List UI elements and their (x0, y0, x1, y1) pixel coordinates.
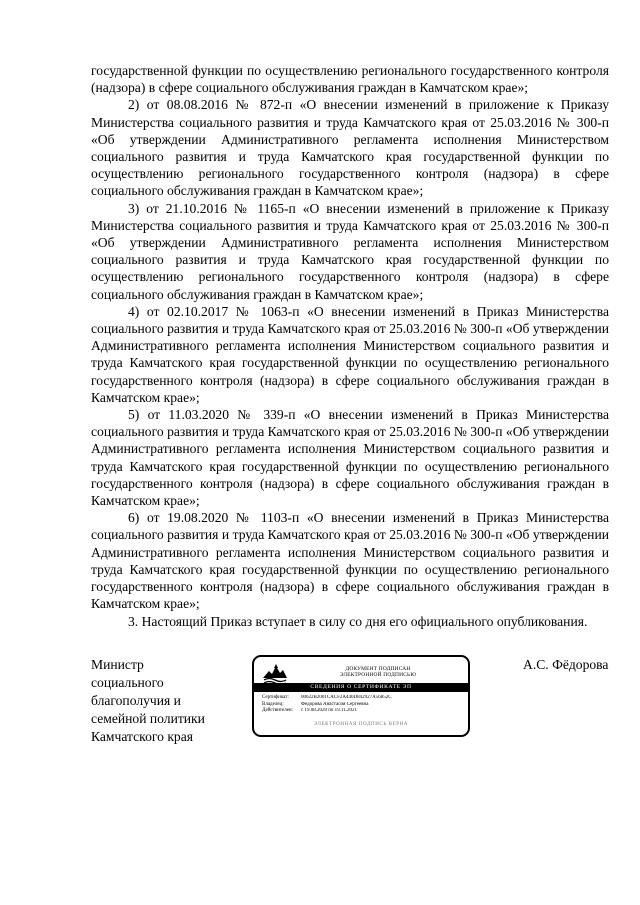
stamp-row-label: Сертификат: (262, 695, 289, 700)
signer-position (91, 656, 251, 746)
signer-position-line: Министр (91, 657, 144, 672)
stamp-title-line: ЭЛЕКТРОННОЙ ПОДПИСЬЮ (339, 672, 417, 679)
signer-position-line: благополучия и (91, 693, 181, 708)
paragraph-item-6: 6) от 19.08.2020 № 1103-п «О внесении изменений в Приказ Министерства социального развития и труда Камчатского края от 25.03.2016 № 300-п «Об утверждении Административного регламента исполнения Министерством социального развития и труда Камчатского края государственной функции по осуществлению регионального государственного контроля (надзора) в сфере социального обслуживания граждан в Камчатском крае»; (91, 510, 609, 612)
signer-position-line: социального (91, 675, 164, 690)
stamp-row-value: Фёдорова Анастасия Сергеевна (301, 701, 369, 707)
stamp-title (294, 666, 462, 679)
paragraph-item-4: 4) от 02.10.2017 № 1063-п «О внесении изменений в Приказ Министерства социального развития и труда Камчатского края от 25.03.2016 № 300-п «Об утверждении Административного регламента исполнения Министерством социального развития и труда Камчатского края государственной функции по осуществлению регионального государственного контроля (надзора) в сфере социального обслуживания граждан в Камчатском крае»; (91, 303, 609, 405)
paragraph-effective-date: 3. Настоящий Приказ вступает в силу со дня его официального опубликования. (128, 613, 588, 629)
paragraph-item-3: 3) от 21.10.2016 № 1165-п «О внесении изменений в приложение к Приказу Министерства социального развития и труда Камчатского края от 25.03.2016 № 300-п «Об утверждении Административного регламента исполнения Министерством социального развития и труда Камчатского края государственной функции по осуществлению регионального государственного контроля (надзора) в сфере социального обслуживания граждан в Камчатском крае»; (91, 200, 609, 302)
stamp-row-owner (262, 702, 466, 709)
stamp-row-value: с 19.08.2020 по 19.11.2021 (301, 708, 357, 714)
kamchatka-emblem-icon (262, 662, 288, 684)
stamp-footer: ЭЛЕКТРОННАЯ ПОДПИСЬ ВЕРНА (313, 722, 409, 727)
signer-position-line: семейной политики (91, 711, 205, 726)
stamp-title-line: ДОКУМЕНТ ПОДПИСАН (345, 666, 411, 672)
stamp-row-validity (262, 708, 466, 715)
stamp-row-label: Владелец: (262, 701, 284, 707)
stamp-header-bar: СВЕДЕНИЯ О СЕРТИФИКАТЕ ЭП (254, 683, 468, 692)
signer-name: А.С. Фёдорова (523, 657, 609, 672)
electronic-signature-stamp (252, 655, 470, 737)
paragraph-item-2: 2) от 08.08.2016 № 872-п «О внесении изменений в приложение к Приказу Министерства социального развития и труда Камчатского края от 25.03.2016 № 300-п «Об утверждении Административного регламента исполнения Министерством социального развития и труда Камчатского края государственной функции по осуществлению регионального государственного контроля (надзора) в сфере социального обслуживания граждан в Камчатском крае»; (91, 97, 609, 199)
stamp-row-value: 00622B2001CACF2A440D842927A56852C (301, 695, 392, 700)
stamp-details (262, 695, 466, 715)
signer-position-line: Камчатского края (91, 729, 194, 744)
stamp-row-label: Действителен: (262, 708, 293, 714)
paragraph-item-5: 5) от 11.03.2020 № 339-п «О внесении изменений в Приказ Министерства социального развития и труда Камчатского края от 25.03.2016 № 300-п «Об утверждении Административного регламента исполнения Министерством социального развития и труда Камчатского края государственной функции по осуществлению регионального государственного контроля (надзора) в сфере социального обслуживания граждан в Камчатском крае»; (91, 407, 609, 509)
paragraph-continuation: государственной функции по осуществлению регионального государственного контроля (надзора) в сфере социального обслуживания граждан в Камчатском крае»; (91, 63, 609, 96)
document-body (91, 62, 609, 630)
stamp-row-certificate (262, 695, 466, 702)
